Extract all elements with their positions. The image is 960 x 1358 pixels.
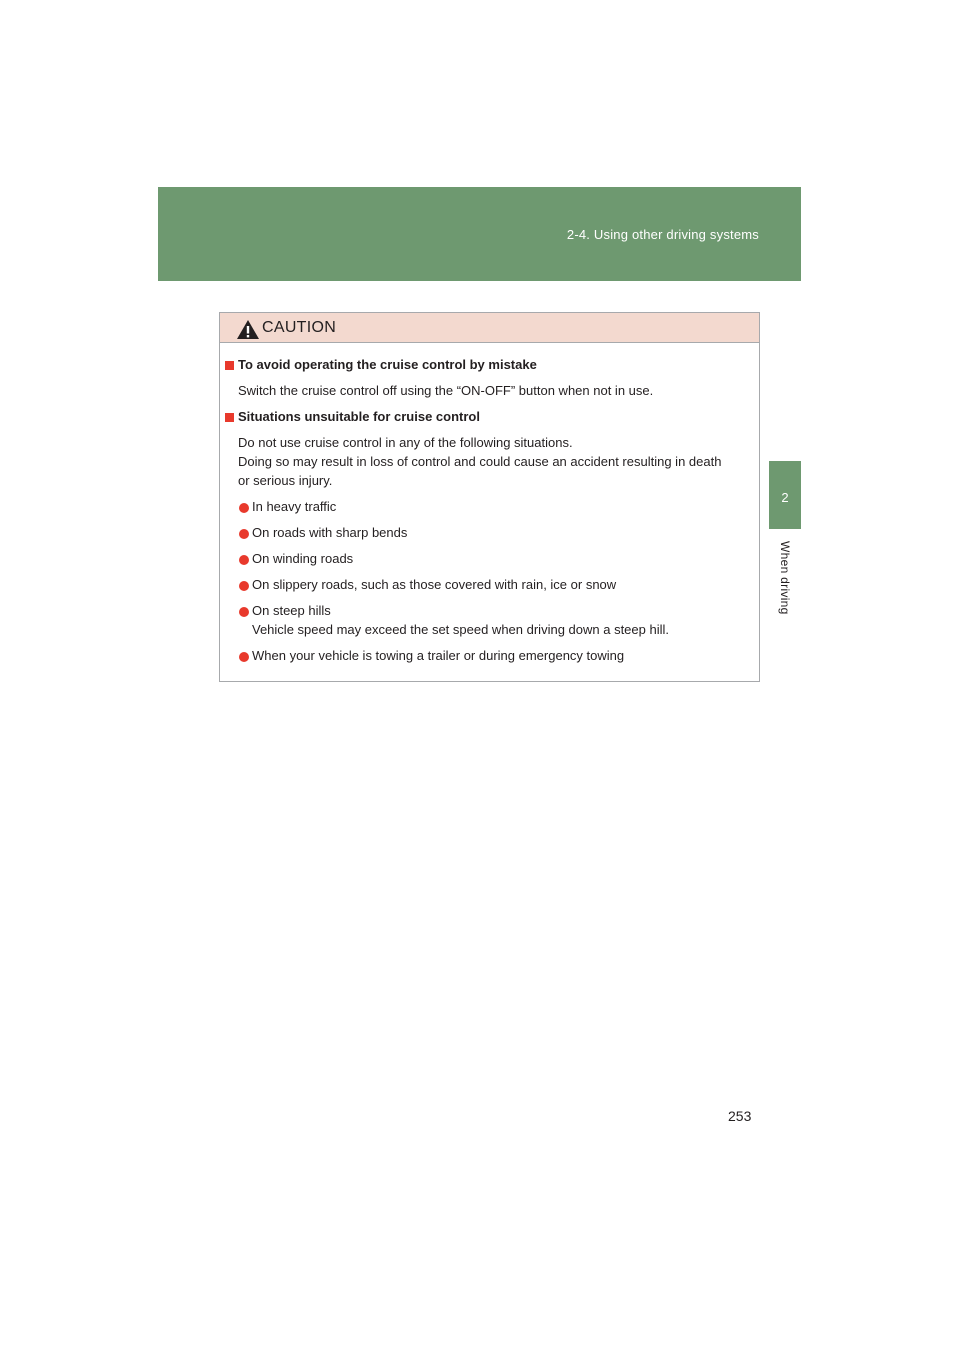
caution-header: [220, 313, 759, 343]
bullet-item: On roads with sharp bends: [252, 525, 408, 540]
section-heading: To avoid operating the cruise control by mistake: [238, 357, 537, 372]
page-number: 253: [728, 1108, 752, 1124]
bullet-dot: [239, 529, 249, 539]
caution-title: CAUTION: [262, 319, 337, 336]
bullet-dot: [239, 503, 249, 513]
section-text: Do not use cruise control in any of the following situations.: [238, 435, 573, 450]
chapter-number: 2: [781, 490, 789, 505]
bullet-dot: [239, 581, 249, 591]
chapter-label: [778, 541, 792, 631]
bullet-dot: [239, 555, 249, 565]
section-square-marker: [225, 361, 234, 370]
bullet-dot: [239, 607, 249, 617]
section-title: 2-4. Using other driving systems: [566, 227, 759, 242]
section-header-band: [158, 187, 801, 281]
warning-triangle-icon: [236, 319, 260, 340]
bullet-item: On winding roads: [252, 551, 354, 566]
section-square-marker: [225, 413, 234, 422]
bullet-item: When your vehicle is towing a trailer or during emergency towing: [252, 648, 625, 663]
bullet-subtext: Vehicle speed may exceed the set speed when driving down a steep hill.: [252, 622, 669, 637]
section-text: Switch the cruise control off using the “ON-OFF” button when not in use.: [238, 383, 654, 398]
bullet-item: In heavy traffic: [252, 499, 337, 514]
section-heading: Situations unsuitable for cruise control: [238, 409, 480, 424]
section-text: Doing so may result in loss of control and could cause an accident resulting in death: [238, 454, 722, 469]
chapter-tab: [769, 461, 801, 529]
bullet-dot: [239, 652, 249, 662]
section-text: or serious injury.: [238, 473, 333, 488]
caution-box: [219, 312, 760, 682]
bullet-item: On steep hills: [252, 603, 331, 618]
bullet-item: On slippery roads, such as those covered with rain, ice or snow: [252, 577, 617, 592]
chapter-label-text: When driving: [778, 541, 792, 615]
